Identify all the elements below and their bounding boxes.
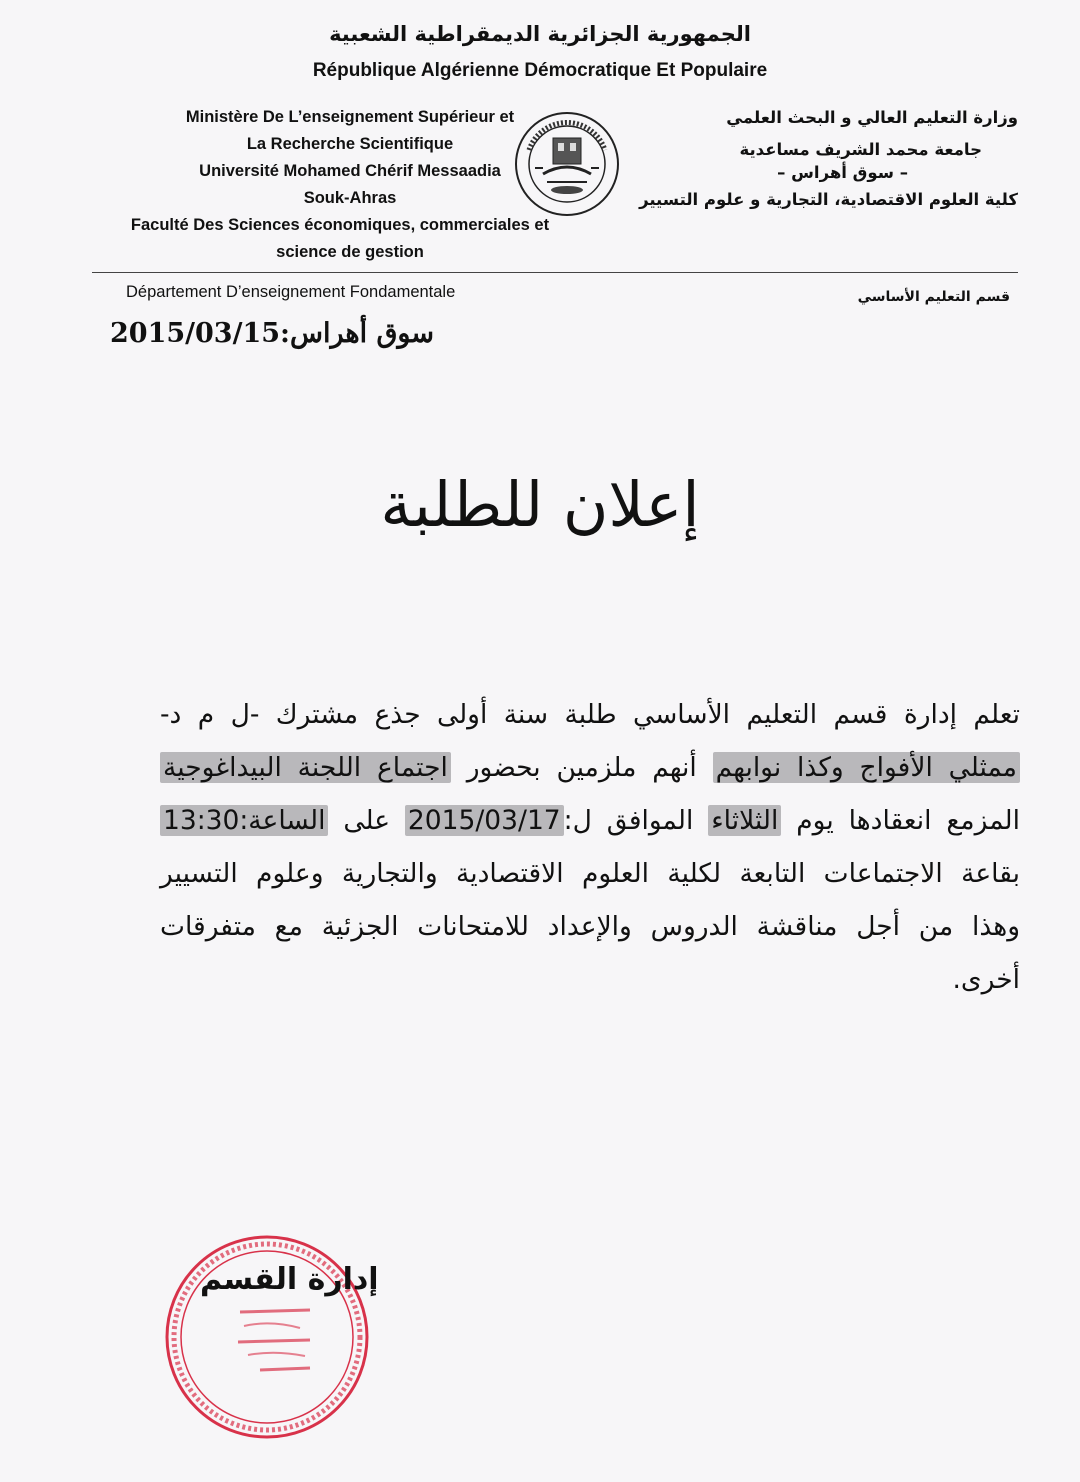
republic-title-fr: République Algérienne Démocratique Et Populaire (312, 60, 768, 81)
city-line-ar: – سوق أهراس – (777, 163, 908, 182)
body-text: أنهم ملزمين بحضور (450, 752, 713, 783)
institution-block-ar (590, 106, 1018, 209)
body-line-3 (160, 794, 1020, 847)
university-line-ar: جامعة محمد الشريف مساعدية (739, 140, 982, 159)
body-text: على (328, 805, 405, 836)
place-label: سوق أهراس: (280, 318, 434, 349)
body-line-4: بقاعة الاجتماعات التابعة لكلية العلوم الاقتصادية والتجارية وعلوم التسيير (160, 858, 1020, 889)
announcement-title: إعلان للطلبة (380, 468, 700, 541)
ministry-line-fr: Ministère De L’enseignement Supérieur et (185, 108, 515, 126)
body-text: المزمع انعقادها يوم (781, 805, 1020, 836)
city-line-fr: Souk-Ahras (303, 189, 397, 207)
faculty-line-fr: Faculté Des Sciences économiques, commerciales et (130, 216, 550, 234)
department-name-fr: Département D’enseignement Fondamentale (126, 283, 456, 301)
faculty-line-ar: كلية العلوم الاقتصادية، التجارية و علوم التسيير (639, 190, 1018, 209)
highlight-committee: اجتماع اللجنة البيداغوجية (160, 752, 451, 783)
signature-title: إدارة القسم (200, 1262, 379, 1297)
body-line-6: أخرى. (952, 964, 1020, 995)
university-line-fr: Université Mohamed Chérif Messaadia (199, 162, 501, 180)
highlight-representatives: ممثلي الأفواج وكذا نوابهم (713, 752, 1020, 783)
highlight-time: الساعة:13:30 (160, 805, 328, 836)
highlight-day: الثلاثاء (708, 805, 781, 836)
republic-title-ar: الجمهورية الجزائرية الديمقراطية الشعبية (329, 22, 751, 46)
ministry-line-ar: وزارة التعليم العالي و البحث العلمي (726, 108, 1018, 127)
body-line-5: وهذا من أجل مناقشة الدروس والإعداد للامتحانات الجزئية مع متفرقات (160, 911, 1020, 942)
body-line-1: تعلم إدارة قسم التعليم الأساسي طلبة سنة أولى جذع مشترك -ل م د- (160, 699, 1020, 730)
place-date-line (110, 318, 434, 349)
faculty-line2-fr: science de gestion (276, 243, 424, 261)
header-divider (92, 272, 1018, 273)
research-line-fr: La Recherche Scientifique (246, 135, 454, 153)
announcement-body (160, 688, 1020, 1006)
body-text: الموافق ل: (563, 805, 709, 836)
department-name-ar: قسم التعليم الأساسي (857, 289, 1010, 305)
body-line-2 (160, 741, 1020, 794)
document-date: 2015/03/15 (110, 318, 281, 349)
highlight-date: 2015/03/17 (405, 805, 564, 836)
